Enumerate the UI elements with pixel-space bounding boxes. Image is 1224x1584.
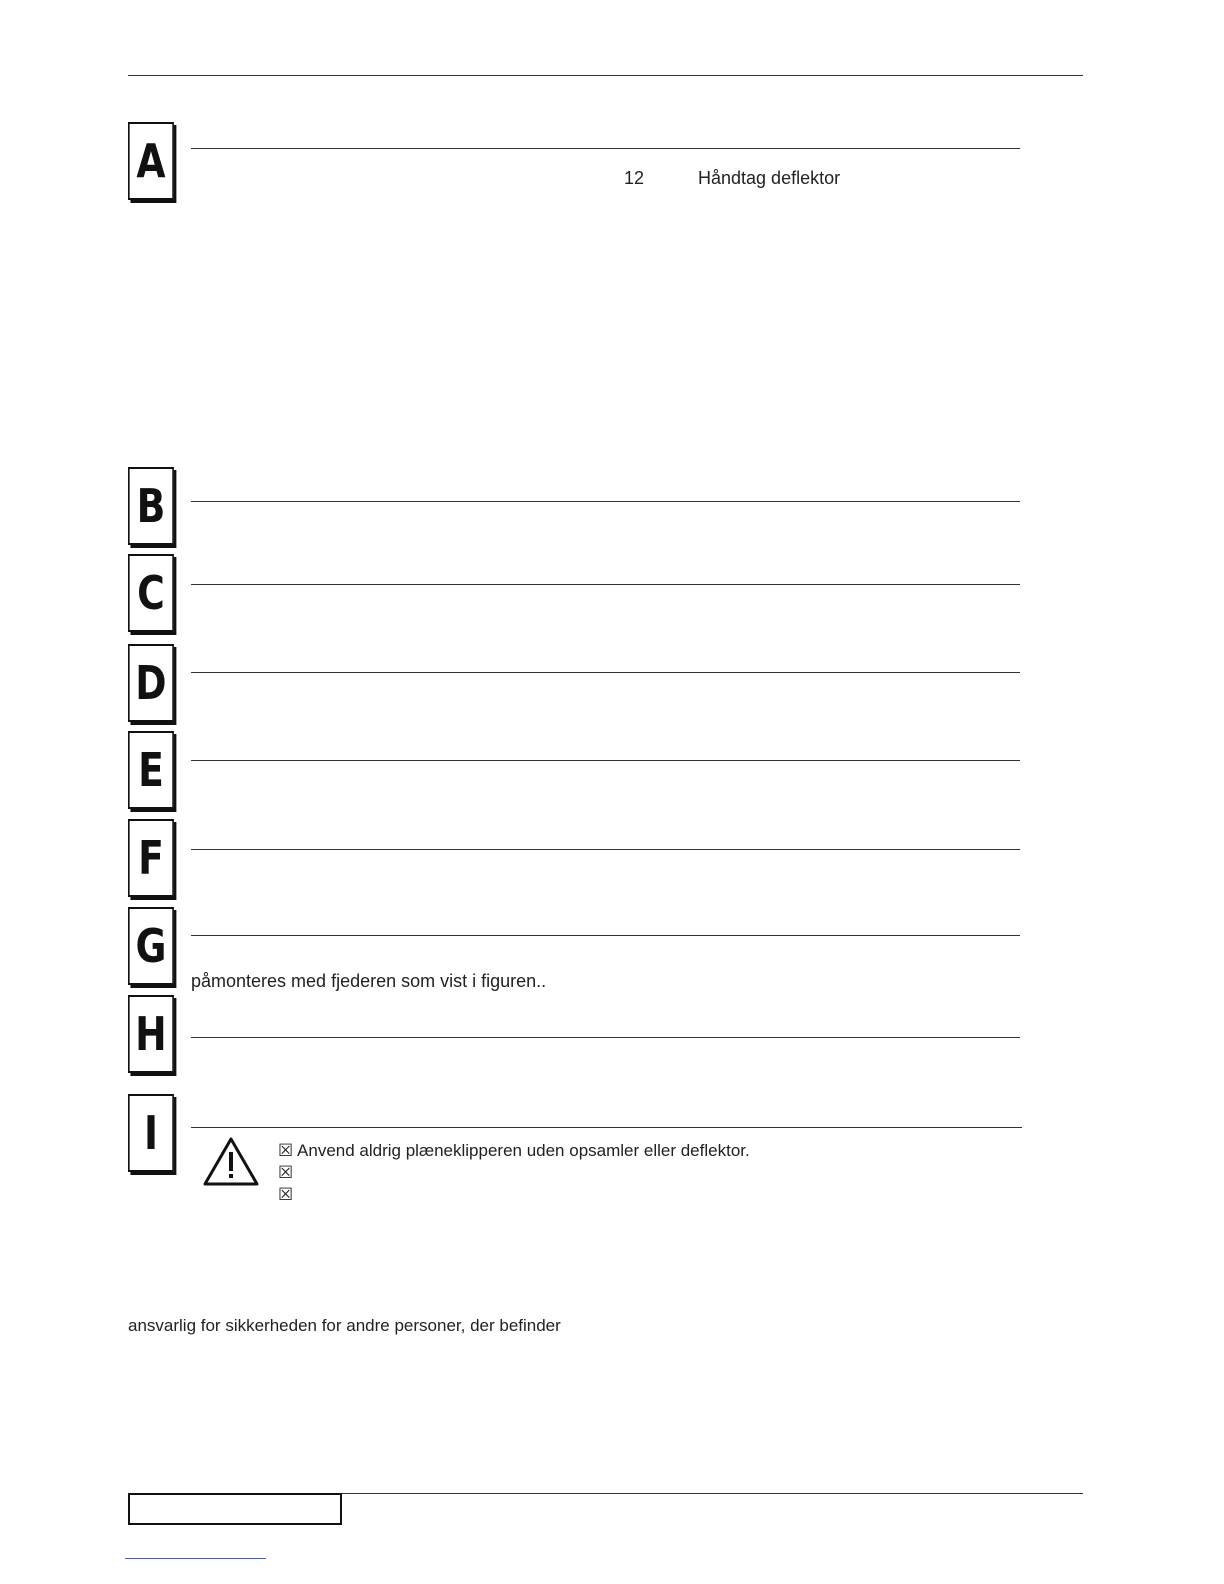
section-rule-b [191, 501, 1020, 502]
section-rule-i [191, 1127, 1022, 1128]
warning-bullet [278, 1140, 750, 1162]
section-badge-h: H [128, 995, 174, 1073]
section-badge-b: B [128, 467, 174, 545]
section-badge-f: F [128, 819, 174, 897]
section-badge-c: C [128, 554, 174, 632]
section-badge-a: A [128, 122, 174, 200]
section-rule-c [191, 584, 1020, 585]
warning-bullet [278, 1184, 293, 1206]
section-badge-i: I [128, 1094, 174, 1172]
section-rule-f [191, 849, 1020, 850]
bullet-marker: ☒ [278, 1185, 294, 1204]
section-g-text: påmonteres med fjederen som vist i figuren.. [191, 971, 547, 991]
bullet-marker: ☒ [278, 1163, 294, 1182]
section-rule-h [191, 1037, 1020, 1038]
item-label: Håndtag deflektor [698, 168, 841, 188]
footer-link-underline [125, 1558, 266, 1559]
header-rule [128, 75, 1083, 76]
bullet-text: Anvend aldrig plæneklipperen uden opsamler eller deflektor. [297, 1141, 750, 1160]
section-rule-g [191, 935, 1020, 936]
item-number: 12 [624, 168, 645, 188]
section-rule-a [191, 148, 1020, 149]
section-rule-d [191, 672, 1020, 673]
warning-bullet [278, 1162, 293, 1184]
section-badge-e: E [128, 731, 174, 809]
bullet-marker: ☒ [278, 1141, 294, 1160]
section-badge-d: D [128, 644, 174, 722]
footer-box [128, 1493, 342, 1525]
section-rule-e [191, 760, 1020, 761]
warning-triangle-icon [202, 1136, 260, 1188]
body-text: ansvarlig for sikkerheden for andre personer, der befinder [128, 1316, 561, 1335]
section-badge-g: G [128, 907, 174, 985]
